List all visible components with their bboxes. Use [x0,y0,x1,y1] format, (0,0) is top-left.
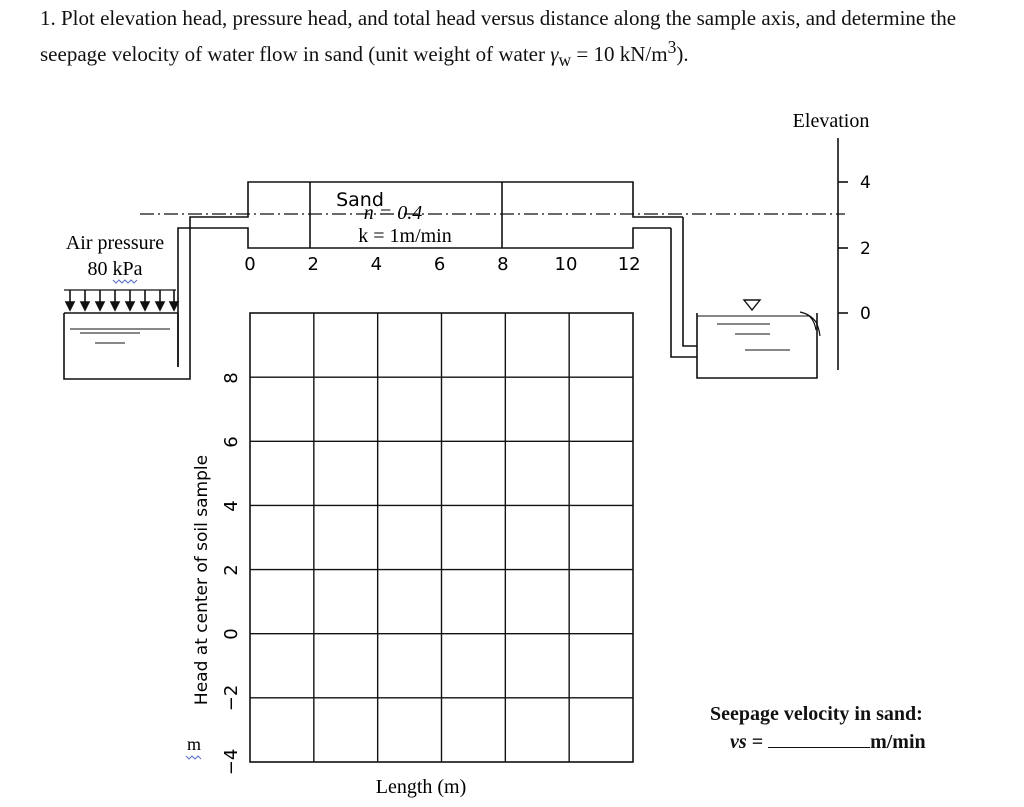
head-tick-label: −2 [221,684,242,712]
cube-superscript: 3 [667,37,677,57]
problem-text-1: Plot elevation head, pressure head, and total head versus distance along the sample axis, and determine the seepage velocity of water flow in sand (unit weight of water [40,6,957,66]
air-pressure-label: Air pressure [65,232,165,254]
head-tick-label: 8 [221,372,242,384]
length-axis [244,254,640,275]
seepage-answer [710,700,926,756]
head-tick-label: −4 [221,748,242,776]
length-tick-label: 4 [370,254,383,275]
elevation-tick-2: 2 [860,239,871,259]
kpa-underline [113,280,137,283]
head-tick-label: 4 [221,500,242,512]
unit-underline [186,756,201,759]
elevation-title: Elevation [792,110,870,132]
gamma-subscript: w [558,50,572,71]
length-tick-label: 2 [307,254,319,275]
seepage-answer-line [710,728,926,756]
head-axis-unit: m [186,734,202,754]
length-tick-label: 10 [554,254,578,275]
sample-permeability: k = 1m/min [358,225,452,247]
head-tick-label: 0 [221,628,242,640]
head-axis [221,372,242,775]
seepage-answer-blank[interactable] [768,729,870,748]
sample-material: Sand [336,189,384,211]
elevation-scale [838,138,848,370]
gamma-symbol: γ [550,42,559,66]
length-tick-label: 12 [617,254,641,275]
length-axis-label: Length (m) [375,776,467,798]
problem-number: 1. [40,6,56,30]
elevation-tick-4: 4 [860,173,871,193]
head-axis-label: Head at center of soil sample [192,454,212,706]
right-reservoir [671,217,820,378]
problem-text-2: = 10 kN/m [571,42,668,66]
seepage-title: Seepage velocity in sand: [710,703,923,725]
head-plot-grid [250,313,633,762]
seepage-unit: m/min [870,731,926,753]
seepage-symbol: vs = [730,731,764,753]
head-tick-label: 6 [221,436,242,448]
length-tick-label: 0 [244,254,256,275]
elevation-tick-0: 0 [860,304,871,324]
air-pressure-arrows [64,290,178,310]
air-pressure-value: 80 kPa [87,258,143,280]
length-tick-label: 6 [433,254,446,275]
problem-text-3: ). [676,42,689,66]
sample-porosity: n = 0.4 [363,202,423,224]
length-tick-label: 8 [497,254,509,275]
head-tick-label: 2 [221,564,242,576]
